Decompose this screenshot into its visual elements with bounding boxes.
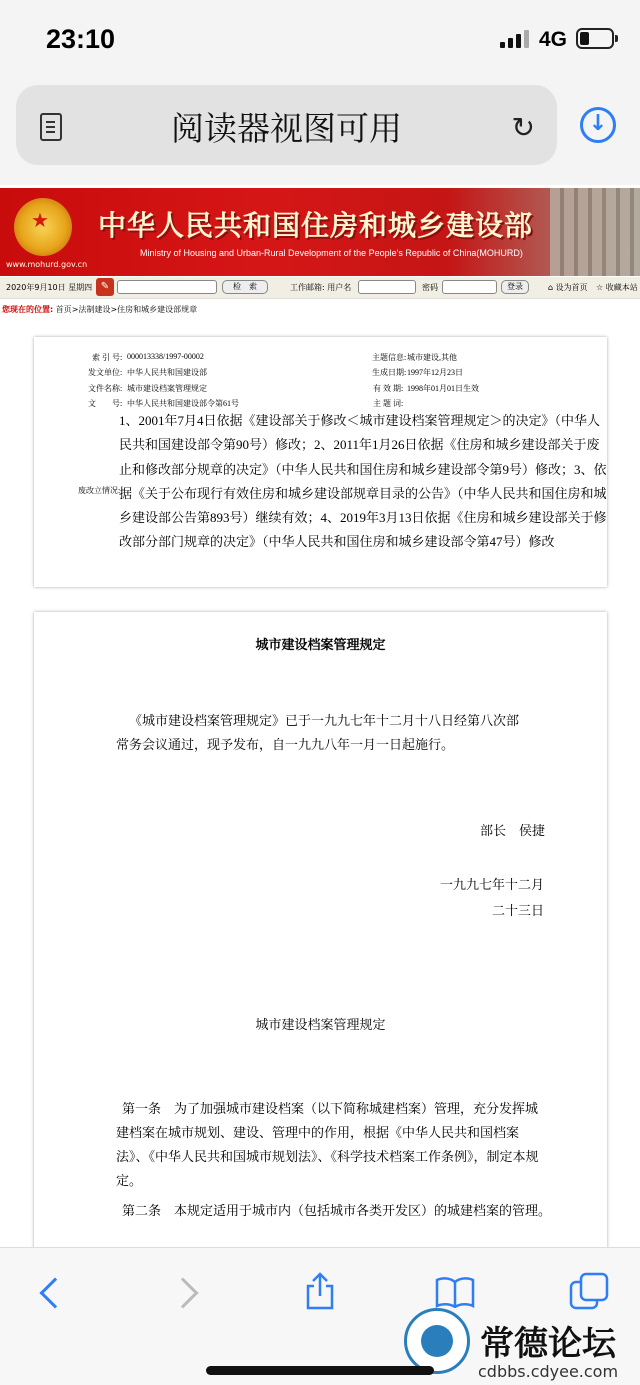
search-button[interactable]: 检 索 [222,280,268,294]
article-1: 第一条 为了加强城市建设档案（以下简称城建档案）管理，充分发挥城建档案在城市规划、建设、管理中的作用，根据《中华人民共和国档案法》、《中华人民共和国城市规划法》、《科学技术档案工作条例》，制定本规定。 [116,1102,539,1189]
index-label: 索 引 号: [92,353,123,362]
filename-value: 城市建设档案管理规定 [127,384,207,393]
topic-value: 城市建设,其他 [407,353,457,362]
topic-label: 主题信息: [372,353,407,362]
battery-icon [576,28,614,49]
reload-icon[interactable]: ↻ [511,111,535,144]
gen-date-value: 1997年12月23日 [407,368,463,377]
current-date: 2020年9月10日 星期四 [6,283,93,292]
gen-date-label: 生成日期: [372,368,407,377]
address-bar[interactable] [16,85,557,165]
breadcrumb-path[interactable]: 首页>法制建设>住房和城乡建设部规章 [55,305,198,314]
ministry-name-cn: 中华人民共和国住房和城乡建设部 [98,209,534,242]
cellular-signal-icon [500,30,530,48]
forum-logo-icon [404,1308,470,1374]
document-body [34,612,607,1252]
keyword-label: 主 题 词: [373,399,404,408]
tabs-icon[interactable] [569,1272,609,1310]
status-time: 23:10 [46,24,116,54]
forward-icon[interactable] [167,1277,198,1308]
document-info-card [34,337,607,587]
docno-label: 文 号: [88,399,123,408]
reader-available-text[interactable]: 阅读器视图可用 [171,109,402,148]
browser-bottom-toolbar [0,1247,640,1385]
search-icon[interactable]: ✎ [96,278,114,296]
minister-signature: 部长 侯捷 [480,824,546,839]
document-subtitle: 城市建设档案管理规定 [255,1018,386,1033]
revision-text: 1、2001年7月4日依据《建设部关于修改＜城市建设档案管理规定＞的决定》（中华人民共和国建设部令第90号）修改；2、2011年1月26日依据《住房和城乡建设部关于废止和修改部分规章的决定》（中华人民共和国住房和城乡建设部令第9号）修改；3、依据《关于公布现行有效住房和城乡建设部规章目录的公告》（中华人民共和国住房和城乡建设部公告第893号）继续有效；4、2019年3月13日依据《住房和城乡建设部关于修改部分部门规章的决定》（中华人民共和国住房和城乡建设部令第47号）修改 [119,413,607,550]
back-icon[interactable] [39,1277,70,1308]
home-indicator[interactable] [206,1366,434,1375]
password-label: 密码 [422,283,438,292]
national-emblem-icon [14,198,72,256]
login-button[interactable]: 登录 [501,280,529,294]
share-icon[interactable] [304,1272,336,1310]
breadcrumb-label: 您现在的位置: [2,305,54,314]
promulgation-text: 《城市建设档案管理规定》已于一九九七年十二月十八日经第八次部常务会议通过，现予发布，自一九九八年一月一日起施行。 [116,714,520,753]
status-bar [0,0,640,80]
bookmarks-icon[interactable] [435,1276,475,1308]
ministry-name-en: Ministry of Housing and Urban-Rural Development of the People's Republic of China(MOHURD) [140,248,523,258]
date-line-1: 一九九七年十二月 [440,878,545,893]
work-email-label: 工作邮箱: 用户名 [290,283,352,292]
validity-label: 有 效 期: [373,384,404,393]
bookmark-link[interactable]: ☆ 收藏本站 [596,283,638,292]
docno-value: 中华人民共和国建设部令第61号 [127,399,239,408]
article-2: 第二条 本规定适用于城市内（包括城市各类开发区）的城建档案的管理。 [122,1204,552,1219]
index-value: 000013338/1997-00002 [127,352,204,361]
set-homepage-label: 设为首页 [555,283,588,292]
reader-view-icon[interactable] [40,113,62,141]
filename-label: 文件名称: [88,384,123,393]
bookmark-label: 收藏本站 [605,283,638,292]
download-icon[interactable]: ↓ [580,107,616,143]
password-input[interactable] [442,280,497,294]
document-title: 城市建设档案管理规定 [255,638,386,653]
username-input[interactable] [358,280,416,294]
issuer-value: 中华人民共和国建设部 [127,368,207,377]
browser-top-bar [0,80,640,185]
site-banner [0,188,640,276]
login-bar [0,277,640,299]
watermark-url: cdbbs.cdyee.com [478,1362,619,1381]
set-homepage-link[interactable]: ⌂ 设为首页 [548,283,588,292]
building-image [550,188,640,276]
date-line-2: 二十三日 [492,904,545,919]
search-input[interactable] [117,280,217,294]
issuer-label: 发文单位: [88,368,123,377]
watermark-name: 常德论坛 [480,1324,616,1364]
validity-value: 1998年01月01日生效 [407,384,479,393]
site-url[interactable]: www.mohurd.gov.cn [6,260,88,269]
breadcrumb [2,304,197,315]
network-type: 4G [539,28,568,51]
revision-label: 废改立情况: [78,486,121,495]
